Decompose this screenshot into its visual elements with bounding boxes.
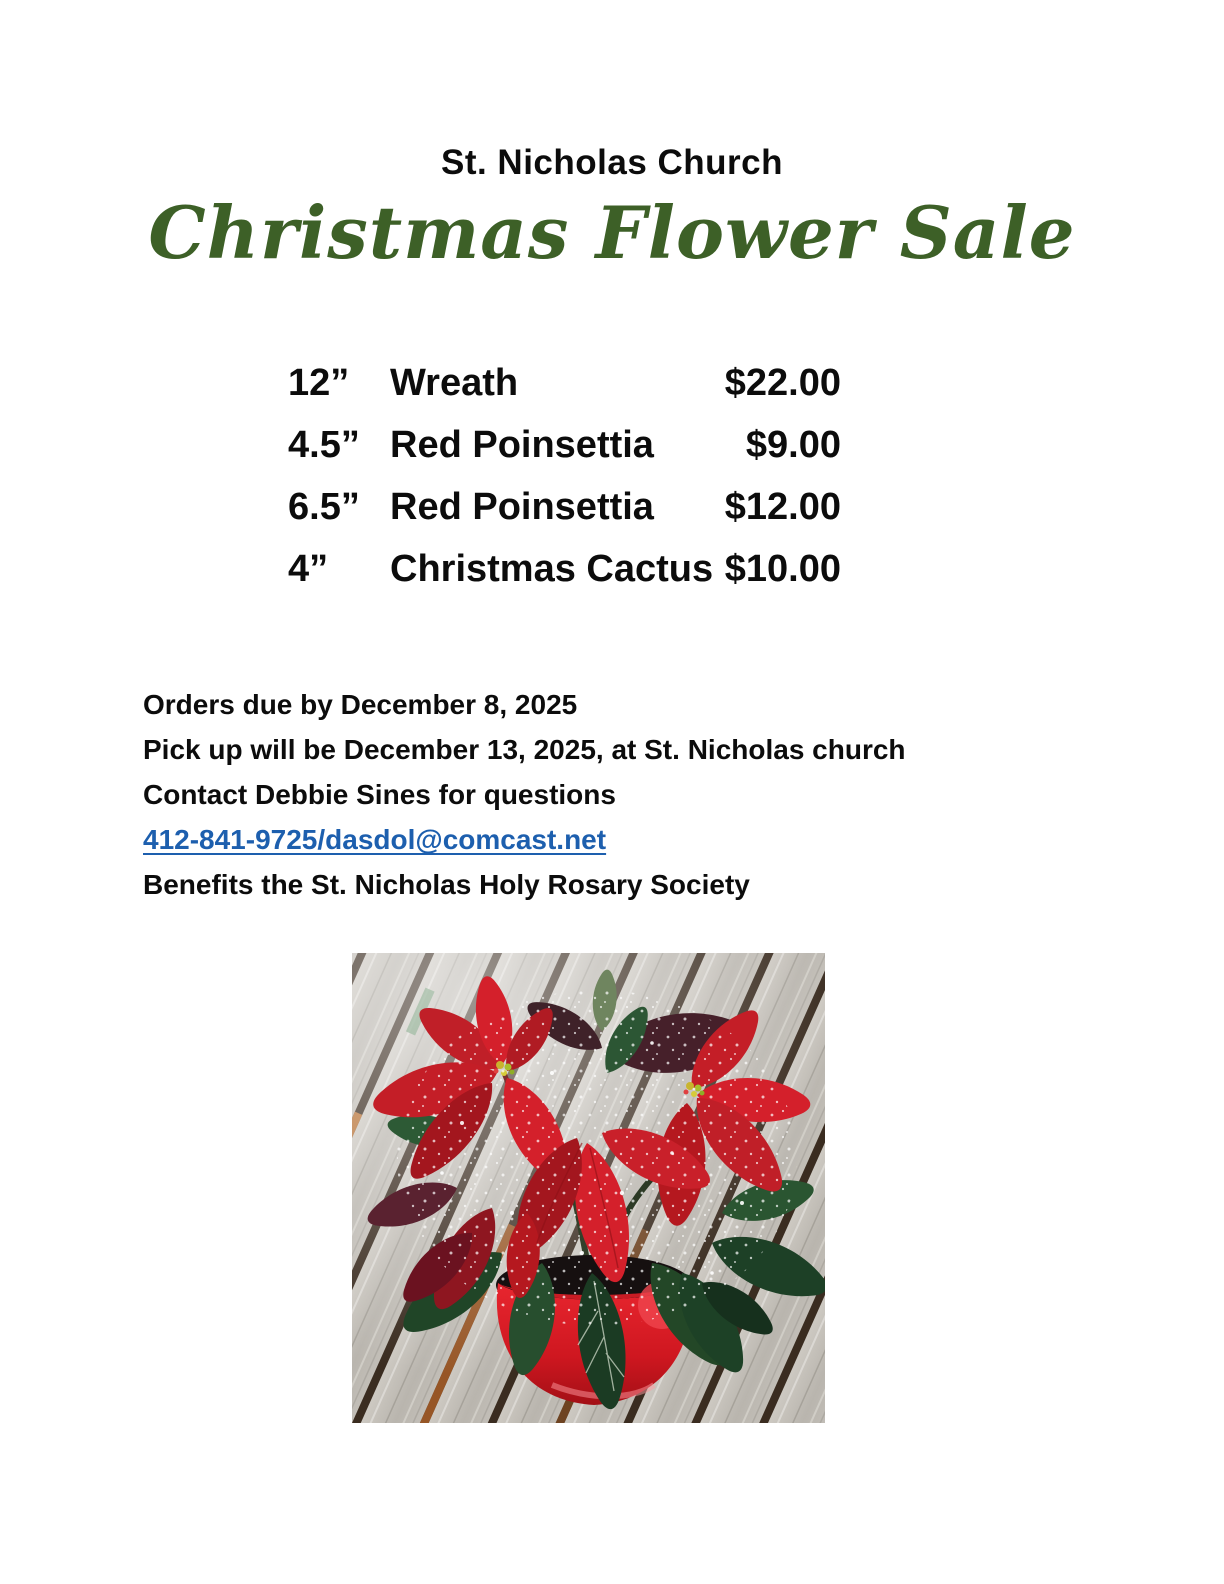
orders-due-line: Orders due by December 8, 2025 (143, 689, 578, 720)
sale-title: Christmas Flower Sale (148, 190, 1076, 275)
item-price: $9.00 (745, 423, 841, 466)
price-row (288, 352, 841, 414)
price-row (288, 476, 841, 538)
benefits-line: Benefits the St. Nicholas Holy Rosary Society (143, 869, 750, 900)
price-row (288, 538, 841, 600)
price-list (288, 352, 841, 600)
pickup-line: Pick up will be December 13, 2025, at St. Nicholas church (143, 734, 906, 765)
details-block (143, 682, 1083, 907)
contact-line: Contact Debbie Sines for questions (143, 779, 616, 810)
item-size: 6.5” (288, 485, 360, 528)
item-name: Christmas Cactus (390, 547, 714, 590)
price-row (288, 414, 841, 476)
poinsettia-photo (352, 953, 825, 1423)
contact-phone-email-link[interactable]: 412-841-9725/dasdol@comcast.net (143, 824, 607, 855)
item-name: Wreath (390, 361, 519, 404)
item-size: 4.5” (288, 423, 360, 466)
item-price: $10.00 (724, 547, 841, 590)
page-title: St. Nicholas Church (440, 143, 784, 182)
item-name: Red Poinsettia (390, 485, 654, 528)
item-name: Red Poinsettia (390, 423, 654, 466)
item-price: $12.00 (724, 485, 841, 528)
item-size: 4” (288, 547, 329, 590)
item-price: $22.00 (724, 361, 841, 404)
item-size: 12” (288, 361, 350, 404)
